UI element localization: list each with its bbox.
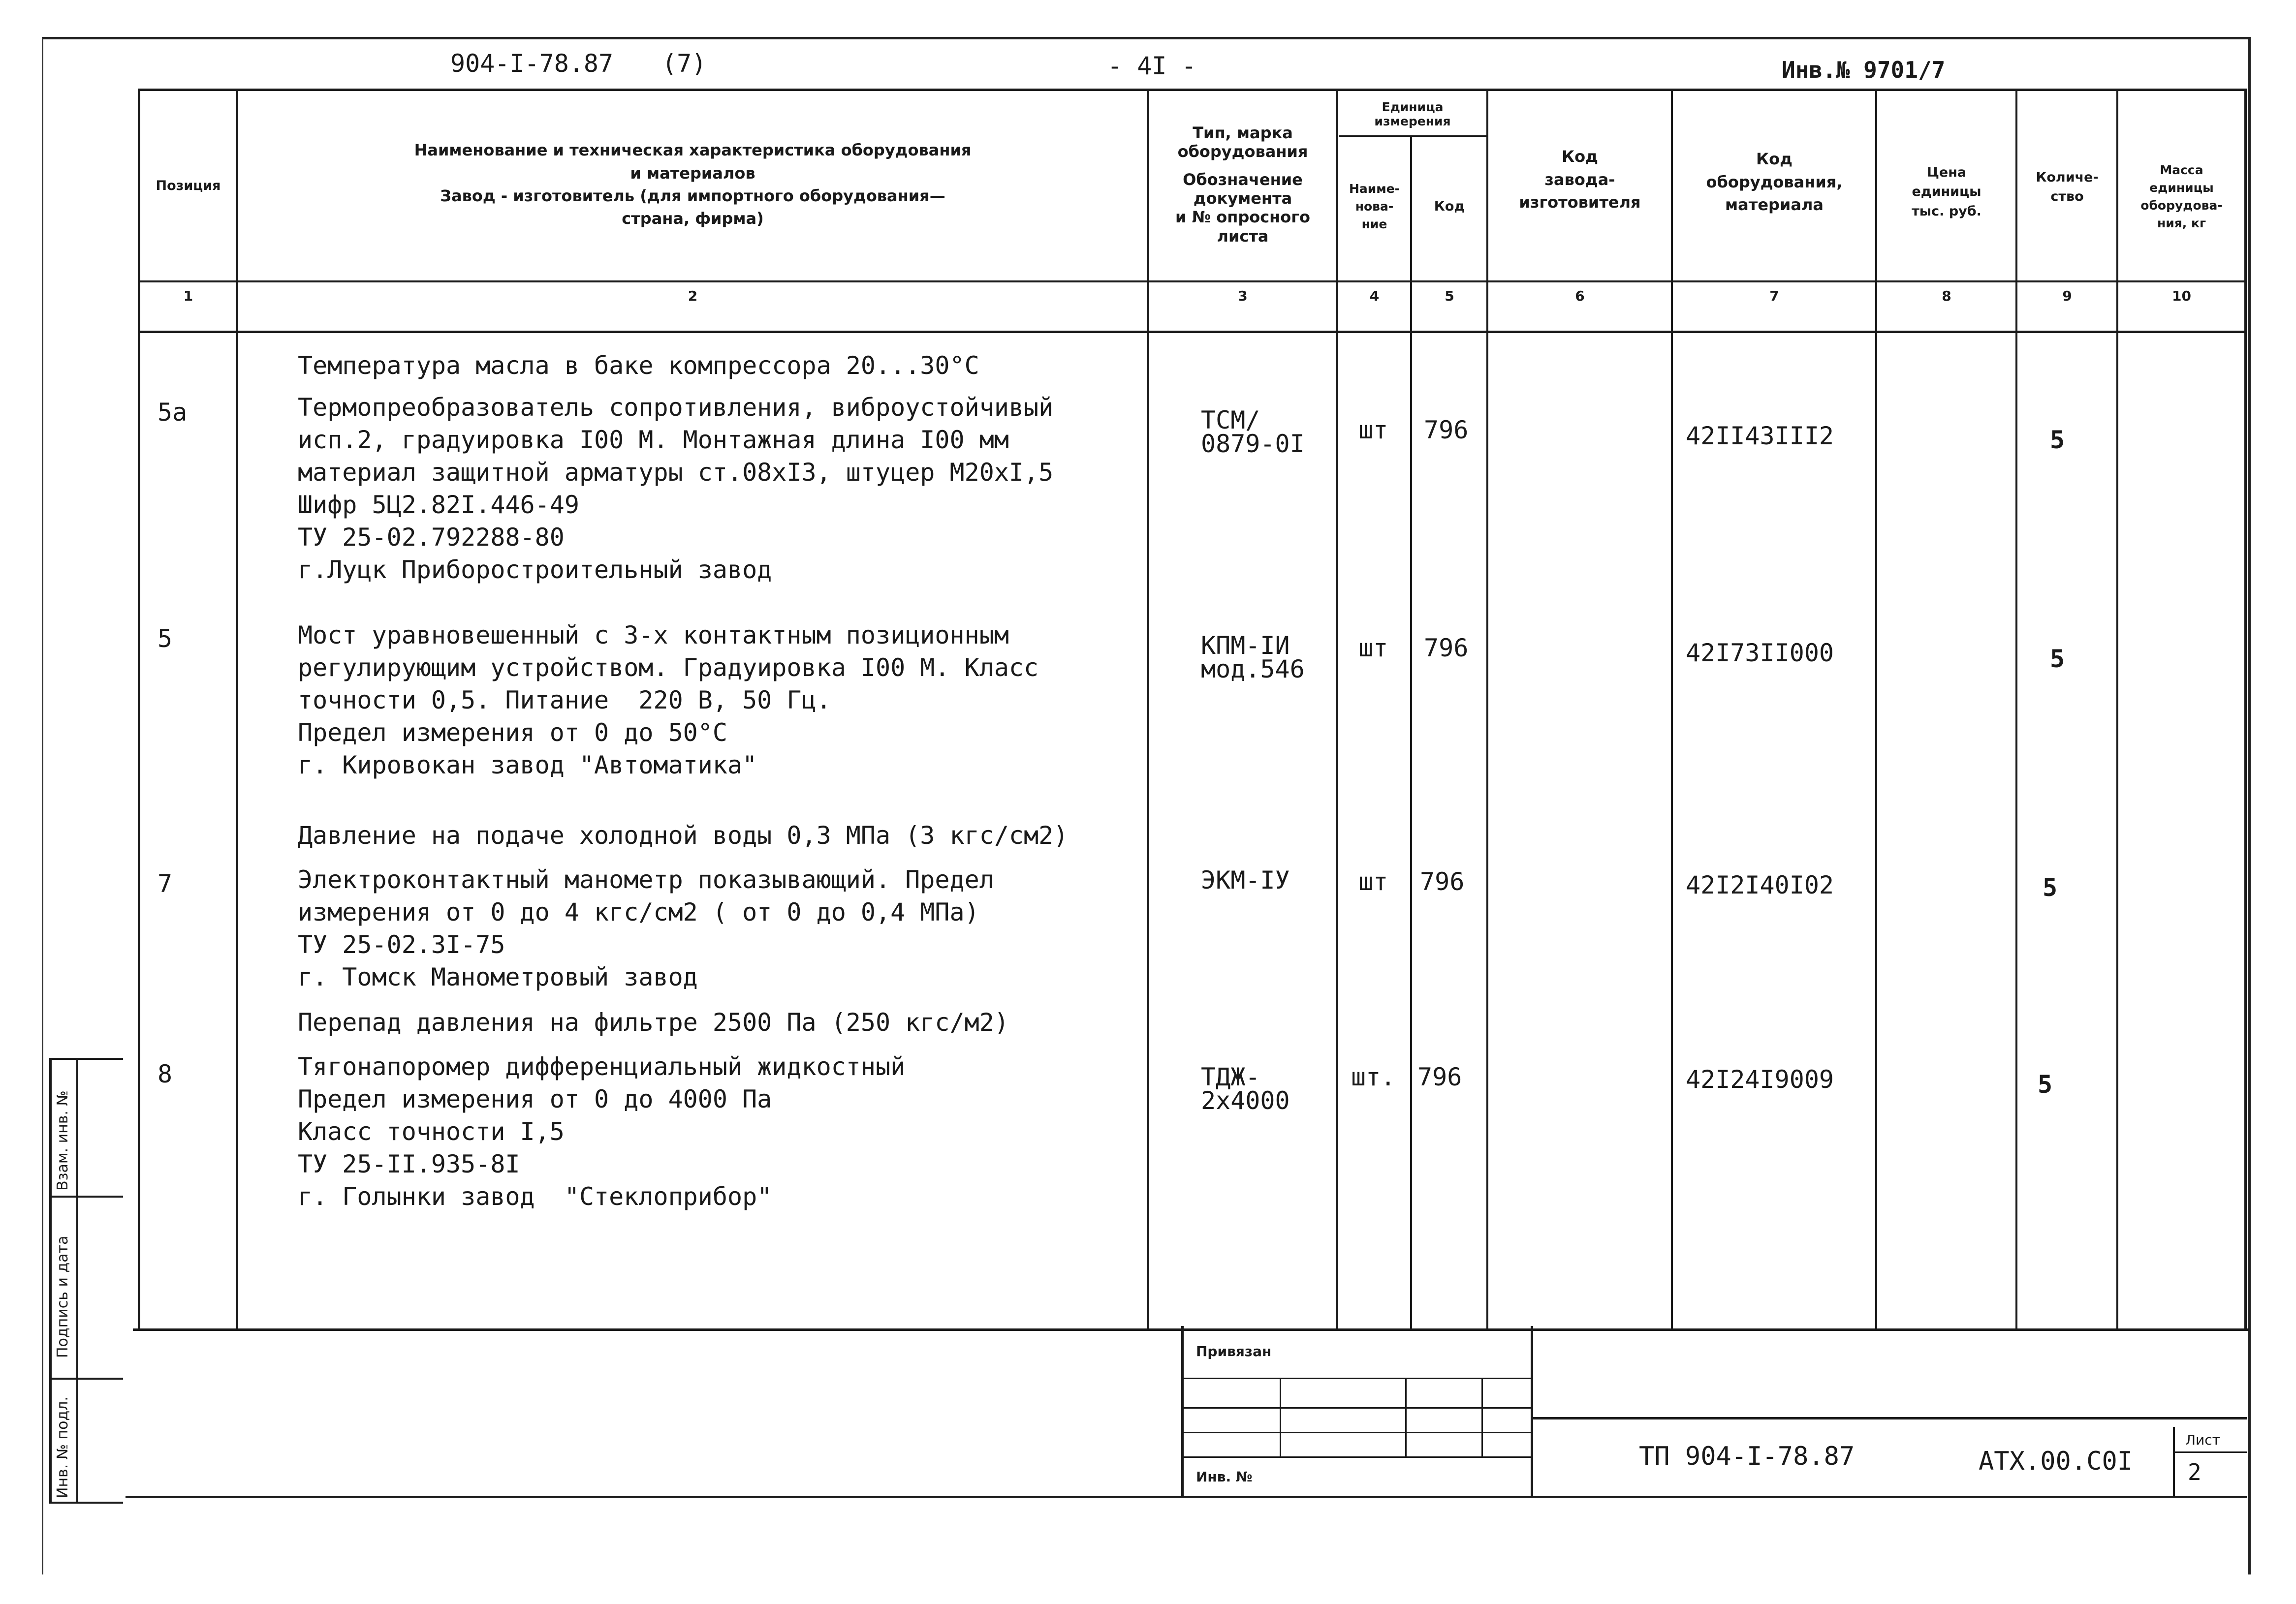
header-description-line: страна, фирма): [622, 209, 764, 228]
type-line: ЭКМ-IУ: [1201, 866, 1290, 895]
header-mass-line: Масса: [2160, 162, 2203, 177]
header-separator: [138, 280, 2247, 282]
header-description-line: Наименование и техническая характеристика оборудования: [414, 141, 972, 160]
header-quantity-line: Количе-: [2036, 169, 2099, 185]
description-line: исп.2, градуировка I00 М. Монтажная длина I00 мм: [298, 426, 1009, 454]
header-unit-name: [1339, 148, 1410, 266]
row-type: [1201, 408, 1305, 456]
sidebar-label-replacement: Взам. инв. №: [54, 1090, 71, 1191]
row-position: 5а: [157, 398, 188, 427]
row-unit: шт: [1358, 867, 1388, 896]
header-factory-code-line: изготовителя: [1519, 193, 1641, 212]
col-divider-8: [2015, 89, 2017, 1328]
header-price-line: Цена: [1926, 165, 1967, 181]
header-factory-code-line: завода-: [1544, 170, 1615, 189]
description-line: г. Кировокан завод "Автоматика": [298, 751, 757, 779]
description-line: Электроконтактный манометр показывающий. Предел: [298, 865, 994, 894]
row-equipment-code: 42I73II000: [1686, 639, 1834, 667]
row-quantity: 5: [2038, 1070, 2053, 1099]
header-type-line: оборудования: [1177, 142, 1308, 161]
row-quantity: 5: [2050, 426, 2065, 454]
header-price-line: тыс. руб.: [1912, 203, 1981, 219]
column-number: 9: [2062, 288, 2072, 304]
header-unit-group-line: Единица: [1382, 99, 1444, 114]
description-line: Тягонапоромер дифференциальный жидкостный: [298, 1052, 906, 1081]
header-price-line: единицы: [1912, 184, 1981, 200]
header-type-line: листа: [1217, 226, 1269, 246]
col-divider-5: [1486, 89, 1488, 1328]
description-line: ТУ 25-02.792288-80: [298, 523, 565, 552]
row-unit-code: 796: [1424, 416, 1469, 444]
stamp-grid-vline: [1481, 1378, 1483, 1456]
column-number: 8: [1942, 288, 1951, 304]
header-factory-code-line: Код: [1562, 147, 1598, 166]
type-line: мод.546: [1201, 655, 1305, 683]
header-quantity-line: ство: [2050, 189, 2084, 204]
header-mass-line: единицы: [2149, 180, 2214, 195]
header-equipment-code-line: материала: [1725, 195, 1824, 215]
header-mass-line: ния, кг: [2157, 216, 2206, 231]
column-number: 1: [183, 288, 193, 304]
row-unit: шт: [1358, 416, 1388, 444]
row-position: 8: [157, 1060, 173, 1088]
header-unit-code: Код: [1434, 199, 1465, 215]
description-line: ТУ 25-II.935-8I: [298, 1150, 520, 1178]
header-description-line: и материалов: [630, 163, 755, 183]
sheet-number: 2: [2188, 1459, 2202, 1485]
header-mass-line: оборудова-: [2140, 198, 2223, 213]
table-bottom-border: [133, 1328, 2249, 1331]
header-quantity: [2018, 138, 2116, 236]
row-equipment-code: 42I24I9009: [1686, 1065, 1834, 1094]
row-type: [1201, 1063, 1290, 1115]
inventory-stamp: Инв.№ 9701/7: [1782, 57, 1946, 83]
description-line: материал защитной арматуры ст.08хI3, штуцер М20хI,5: [298, 458, 1054, 487]
description-line: Термопреобразователь сопротивления, виброустойчивый: [298, 393, 1054, 422]
sidebar-divider: [49, 1196, 123, 1198]
col-divider-3: [1336, 89, 1338, 1328]
sidebar-top-border: [49, 1058, 123, 1060]
drawing-frame: [42, 37, 2251, 1574]
row-position: 7: [157, 869, 173, 898]
stamp-grid-line: [1181, 1432, 1531, 1433]
col-divider-4: [1410, 137, 1412, 1328]
header-mass: [2119, 133, 2244, 261]
col-divider-7: [1875, 89, 1877, 1328]
description-line: г. Томск Манометровый завод: [298, 963, 698, 991]
title-block-left: [1181, 1326, 1184, 1496]
title-block-hline: [1531, 1417, 2247, 1419]
sidebar-inner-border: [76, 1058, 78, 1503]
stamp-grid-line: [1181, 1378, 1531, 1379]
row-description: [298, 619, 1038, 781]
sidebar-divider: [49, 1378, 123, 1380]
col-divider-9: [2116, 89, 2118, 1328]
header-type-line: и № опросного: [1175, 208, 1310, 227]
sheet-cell-divider: [2173, 1451, 2247, 1453]
column-number: 6: [1575, 288, 1585, 304]
column-number: 3: [1238, 288, 1248, 304]
header-type-line: Тип, марка: [1193, 123, 1293, 142]
frame-bottom-line: [126, 1496, 2247, 1498]
header-unit-name-line: нова-: [1355, 199, 1394, 214]
column-number: 10: [2172, 288, 2191, 304]
description-line: Класс точности I,5: [298, 1117, 565, 1146]
type-line: ТДЖ-: [1201, 1063, 1260, 1091]
column-number: 4: [1369, 288, 1380, 304]
header-position: Позиция: [156, 178, 221, 193]
description-line: измерения от 0 до 4 кгс/см2 ( от 0 до 0,4 МПа): [298, 898, 979, 926]
table-right-border: [2244, 89, 2247, 1328]
section-heading: Перепад давления на фильтре 2500 Па (250 кгс/м2): [298, 1008, 1009, 1037]
document-designation: АТХ.00.С0I: [1979, 1447, 2133, 1476]
description-line: Предел измерения от 0 до 4000 Па: [298, 1085, 772, 1113]
type-line: 2х4000: [1201, 1086, 1290, 1115]
row-unit-code: 796: [1424, 634, 1469, 662]
type-line: КПМ-IИ: [1201, 631, 1290, 660]
doc-code: 904-I-78.87: [450, 49, 614, 78]
description-line: г. Голынки завод "Стеклоприбор": [298, 1182, 772, 1211]
header-equipment-code: [1673, 123, 1875, 241]
stamp-grid-line: [1181, 1456, 1531, 1458]
description-line: г.Луцк Приборостроительный завод: [298, 555, 772, 584]
stamp-grid-vline: [1405, 1378, 1407, 1456]
header-type-line: Обозначение: [1183, 170, 1303, 189]
header-type: [1149, 108, 1336, 261]
section-heading: Давление на подаче холодной воды 0,3 МПа (3 кгс/см2): [298, 821, 1069, 850]
description-line: точности 0,5. Питание 220 В, 50 Гц.: [298, 686, 831, 714]
row-description: [298, 864, 994, 993]
description-line: Предел измерения от 0 до 50°С: [298, 718, 727, 747]
table-top-border: [138, 89, 2247, 91]
row-position: 5: [157, 624, 173, 653]
description-line: Шифр 5Ц2.82I.446-49: [298, 491, 579, 519]
header-description: [239, 111, 1147, 258]
sidebar-label-original-inv: Инв. № подл.: [54, 1396, 71, 1498]
row-description: [298, 1050, 905, 1213]
sidebar-left-border: [49, 1058, 52, 1503]
column-number: 2: [688, 288, 698, 304]
unit-group-separator: [1339, 135, 1486, 137]
stamp-grid-line: [1181, 1407, 1531, 1409]
sidebar-label-signature: Подпись и дата: [54, 1235, 71, 1358]
header-unit-group-line: измерения: [1374, 114, 1451, 128]
row-quantity: 5: [2043, 873, 2058, 902]
row-unit-code: 796: [1420, 867, 1465, 896]
description-line: регулирующим устройством. Градуировка I00 М. Класс: [298, 653, 1039, 682]
header-factory-code: [1489, 123, 1671, 236]
row-description: [298, 391, 1053, 586]
attached-label: Привязан: [1196, 1343, 1272, 1359]
stamp-grid-vline: [1280, 1378, 1281, 1456]
description-line: ТУ 25-02.3I-75: [298, 930, 505, 959]
column-number-separator: [138, 331, 2247, 333]
section-heading: Температура масла в баке компрессора 20...30°С: [298, 351, 979, 380]
header-equipment-code-line: Код: [1756, 150, 1793, 169]
inventory-label: Инв. №: [1196, 1469, 1253, 1485]
sidebar-bottom-border: [49, 1502, 123, 1504]
col-divider-2: [1147, 89, 1149, 1328]
row-equipment-code: 42II43III2: [1686, 422, 1834, 450]
sheet-label: Лист: [2185, 1432, 2220, 1448]
type-line: ТСМ/: [1201, 406, 1260, 434]
header-unit-name-line: ние: [1361, 217, 1387, 232]
row-quantity: 5: [2050, 645, 2065, 673]
row-type: [1201, 866, 1290, 895]
type-line: 0879-0I: [1201, 430, 1305, 458]
doc-part: (7): [662, 49, 707, 78]
row-equipment-code: 42I2I40I02: [1686, 871, 1834, 899]
col-divider-1: [236, 89, 238, 1328]
row-unit: шт.: [1351, 1063, 1396, 1091]
header-unit-group: [1339, 93, 1486, 135]
sheet-cell-left: [2173, 1427, 2175, 1496]
row-unit: шт: [1358, 634, 1388, 662]
header-description-line: Завод - изготовитель (для импортного оборудования—: [440, 186, 945, 205]
header-type-line: документа: [1193, 189, 1292, 208]
title-block-divider: [1531, 1326, 1533, 1496]
header-unit-name-line: Наиме-: [1349, 181, 1400, 196]
header-equipment-code-line: оборудования,: [1706, 172, 1843, 191]
column-number: 5: [1445, 288, 1454, 304]
row-unit-code: 796: [1417, 1063, 1462, 1091]
page-number: - 4I -: [1107, 52, 1196, 80]
header-price: [1878, 133, 2015, 251]
col-divider-6: [1671, 89, 1673, 1328]
description-line: Мост уравновешенный с 3-х контактным позиционным: [298, 621, 1009, 649]
project-code: ТП 904-I-78.87: [1639, 1442, 1855, 1471]
column-number: 7: [1769, 288, 1779, 304]
row-type: [1201, 631, 1305, 683]
